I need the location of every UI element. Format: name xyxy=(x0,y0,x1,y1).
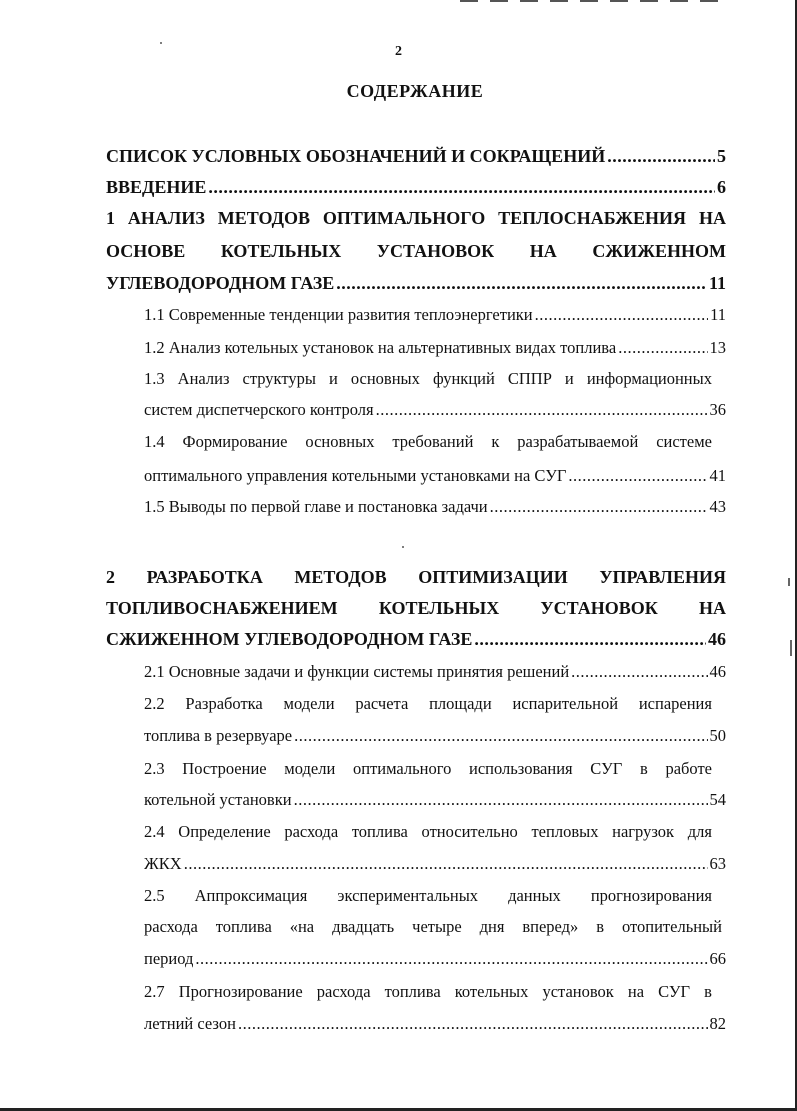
word: использования xyxy=(469,759,573,778)
word: модели xyxy=(283,694,335,713)
toc-entry-abbreviations[interactable] xyxy=(106,143,726,169)
toc-entry-2-1[interactable] xyxy=(144,659,726,685)
toc-entry-page: 46 xyxy=(709,662,726,681)
word: в xyxy=(639,759,648,778)
word: топлива xyxy=(351,822,408,841)
word: Определение xyxy=(178,822,271,841)
word: прогнозирования xyxy=(590,886,712,905)
word: 2.5 xyxy=(144,886,165,905)
leader-dots xyxy=(376,397,708,423)
word: ОПТИМАЛЬНОГО xyxy=(322,208,486,228)
word: расчета xyxy=(355,694,409,713)
word: двадцать xyxy=(332,917,395,936)
toc-entry-2-2-line-2[interactable] xyxy=(144,723,726,749)
word: МЕТОДОВ xyxy=(217,208,310,228)
word: котельных xyxy=(454,982,529,1001)
word: системе xyxy=(656,432,712,451)
leader-dots xyxy=(294,787,708,813)
word: Формирование xyxy=(182,432,288,451)
word: АНАЛИЗ xyxy=(127,208,205,228)
word: данных xyxy=(508,886,561,905)
leader-dots xyxy=(535,302,708,328)
toc-entry-page: 36 xyxy=(709,400,726,419)
toc-entry-1-3-line-2[interactable] xyxy=(144,397,726,423)
scan-mark xyxy=(790,640,792,656)
toc-entry-2-2-line-1[interactable] xyxy=(144,691,712,717)
toc-entry-label: ЖКХ xyxy=(144,854,182,873)
word: в xyxy=(704,982,712,1001)
page-title: СОДЕРЖАНИЕ xyxy=(346,81,484,101)
toc-entry-label: период xyxy=(144,949,194,968)
word: СУГ xyxy=(658,982,691,1001)
word: разрабатываемой xyxy=(517,432,639,451)
word: для xyxy=(687,822,712,841)
word: КОТЕЛЬНЫХ xyxy=(378,598,500,618)
toc-chapter-1-line-1[interactable] xyxy=(106,205,726,231)
word: экспериментальных xyxy=(337,886,479,905)
toc-entry-page: 54 xyxy=(709,790,726,809)
toc-entry-1-4-line-2[interactable] xyxy=(144,463,726,489)
word: основных xyxy=(305,432,375,451)
word: 2 xyxy=(106,567,115,587)
word: требований xyxy=(392,432,474,451)
toc-entry-2-7-line-2[interactable] xyxy=(144,1011,726,1037)
word: ТОПЛИВОСНАБЖЕНИЕМ xyxy=(106,598,338,618)
toc-entry-2-5-line-1[interactable] xyxy=(144,883,712,909)
word: топлива xyxy=(384,982,441,1001)
word: НА xyxy=(698,208,726,228)
toc-entry-page: 82 xyxy=(709,1014,726,1033)
toc-entry-page: 6 xyxy=(717,177,726,197)
word: Построение xyxy=(182,759,267,778)
word: к xyxy=(491,432,500,451)
toc-entry-page: 11 xyxy=(708,273,726,293)
word: СУГ xyxy=(590,759,623,778)
word: относительно xyxy=(421,822,518,841)
toc-entry-label: СЖИЖЕННОМ УГЛЕВОДОРОДНОМ ГАЗЕ xyxy=(106,629,473,649)
toc-entry-label: 2.1 Основные задачи и функции системы принятия решений xyxy=(144,662,570,681)
word: отопительный xyxy=(621,917,722,936)
word: НА xyxy=(699,598,726,618)
word: НА xyxy=(529,241,557,261)
leader-dots xyxy=(208,174,715,200)
leader-dots xyxy=(238,1011,708,1037)
word: Аппроксимация xyxy=(194,886,308,905)
word: площади xyxy=(429,694,492,713)
word: УПРАВЛЕНИЯ xyxy=(599,567,726,587)
word: Анализ xyxy=(177,369,230,388)
word: испарения xyxy=(638,694,712,713)
toc-entry-page: 43 xyxy=(709,497,726,516)
leader-dots xyxy=(571,659,707,685)
toc-entry-page: 13 xyxy=(709,338,726,357)
toc-entry-label: УГЛЕВОДОРОДНОМ ГАЗЕ xyxy=(106,273,335,293)
word: 1.3 xyxy=(144,369,165,388)
word: СЖИЖЕННОМ xyxy=(592,241,726,261)
word: функций xyxy=(432,369,495,388)
word: испарительной xyxy=(512,694,619,713)
word: УСТАНОВОК xyxy=(376,241,495,261)
word: информационных xyxy=(586,369,712,388)
word: КОТЕЛЬНЫХ xyxy=(220,241,342,261)
leader-dots xyxy=(195,946,707,972)
word: тепловых xyxy=(531,822,599,841)
word: ОСНОВЕ xyxy=(106,241,186,261)
word: ОПТИМИЗАЦИИ xyxy=(418,567,568,587)
word: основных xyxy=(350,369,420,388)
word: Разработка xyxy=(185,694,263,713)
word: 1.4 xyxy=(144,432,165,451)
word: установок xyxy=(542,982,614,1001)
toc-entry-2-5-line-2[interactable] xyxy=(144,914,722,940)
word: 2.4 xyxy=(144,822,165,841)
leader-dots xyxy=(294,723,707,749)
toc-entry-page: 11 xyxy=(710,305,726,324)
word: «на xyxy=(289,917,315,936)
word: ТЕПЛОСНАБЖЕНИЯ xyxy=(498,208,687,228)
toc-entry-label: летний сезон xyxy=(144,1014,236,1033)
toc-entry-2-4-line-2[interactable] xyxy=(144,851,726,877)
leader-dots xyxy=(474,626,706,652)
toc-entry-1-1[interactable] xyxy=(144,302,726,328)
toc-entry-2-3-line-1[interactable] xyxy=(144,756,712,782)
word: МЕТОДОВ xyxy=(294,567,387,587)
toc-entry-page: 63 xyxy=(709,854,726,873)
leader-dots xyxy=(336,270,707,296)
toc-entry-label: топлива в резервуаре xyxy=(144,726,293,745)
word: 2.2 xyxy=(144,694,165,713)
scan-mark xyxy=(788,578,790,586)
word: Прогнозирование xyxy=(178,982,303,1001)
word: 1 xyxy=(106,208,115,228)
toc-entry-2-4-line-1[interactable] xyxy=(144,819,712,845)
word: нагрузок xyxy=(612,822,675,841)
toc-chapter-2-line-3[interactable] xyxy=(106,626,726,652)
leader-dots xyxy=(568,463,707,489)
toc-entry-1-2[interactable] xyxy=(144,335,726,361)
toc-entry-page: 50 xyxy=(709,726,726,745)
word: расхода xyxy=(316,982,371,1001)
toc-entry-label: ВВЕДЕНИЕ xyxy=(106,177,207,197)
word: 2.7 xyxy=(144,982,165,1001)
word: расхода xyxy=(144,917,198,936)
toc-entry-1-3-line-1[interactable] xyxy=(144,366,712,392)
toc-chapter-2-line-2[interactable] xyxy=(106,595,726,621)
page-number: 2 xyxy=(395,44,402,59)
toc-entry-label: котельной установки xyxy=(144,790,292,809)
toc-chapter-1-line-3[interactable] xyxy=(106,270,726,296)
leader-dots xyxy=(607,143,715,169)
toc-entry-label: 1.5 Выводы по первой главе и постановка задачи xyxy=(144,497,488,516)
toc-entry-introduction[interactable] xyxy=(106,174,726,200)
leader-dots xyxy=(184,851,708,877)
toc-entry-1-5[interactable] xyxy=(144,494,726,520)
toc-chapter-2-line-1[interactable] xyxy=(106,564,726,590)
toc-entry-2-7-line-1[interactable] xyxy=(144,979,712,1005)
word: дня xyxy=(479,917,505,936)
word: оптимального xyxy=(352,759,452,778)
toc-entry-1-4-line-1[interactable] xyxy=(144,429,712,455)
toc-entry-page: 46 xyxy=(708,629,726,649)
word: РАЗРАБОТКА xyxy=(146,567,263,587)
toc-entry-page: 66 xyxy=(709,949,726,968)
word: вперед» xyxy=(522,917,579,936)
word: УСТАНОВОК xyxy=(540,598,658,618)
word: в xyxy=(596,917,605,936)
toc-entry-page: 5 xyxy=(717,146,726,166)
word: структуры xyxy=(242,369,316,388)
word: четыре xyxy=(412,917,462,936)
toc-chapter-1-line-2[interactable] xyxy=(106,238,726,264)
toc-entry-label: оптимального управления котельными установками на СУГ xyxy=(144,466,567,485)
leader-dots xyxy=(618,335,707,361)
toc-entry-page: 41 xyxy=(709,466,726,485)
word: расхода xyxy=(284,822,339,841)
toc-entry-label: 1.1 Современные тенденции развития теплоэнергетики xyxy=(144,305,533,324)
toc-entry-label: 1.2 Анализ котельных установок на альтернативных видах топлива xyxy=(144,338,617,357)
toc-entry-2-5-line-3[interactable] xyxy=(144,946,726,972)
scan-speck xyxy=(402,546,404,548)
word: топлива xyxy=(215,917,272,936)
word: и xyxy=(328,369,338,388)
word: модели xyxy=(284,759,336,778)
word: 2.3 xyxy=(144,759,165,778)
leader-dots xyxy=(490,494,708,520)
word: и xyxy=(564,369,574,388)
toc-entry-label: СПИСОК УСЛОВНЫХ ОБОЗНАЧЕНИЙ И СОКРАЩЕНИЙ xyxy=(106,146,606,166)
word: на xyxy=(627,982,645,1001)
word: СППР xyxy=(507,369,552,388)
word: работе xyxy=(665,759,712,778)
scan-top-edge xyxy=(460,0,720,2)
toc-entry-2-3-line-2[interactable] xyxy=(144,787,726,813)
toc-entry-label: систем диспетчерского контроля xyxy=(144,400,374,419)
